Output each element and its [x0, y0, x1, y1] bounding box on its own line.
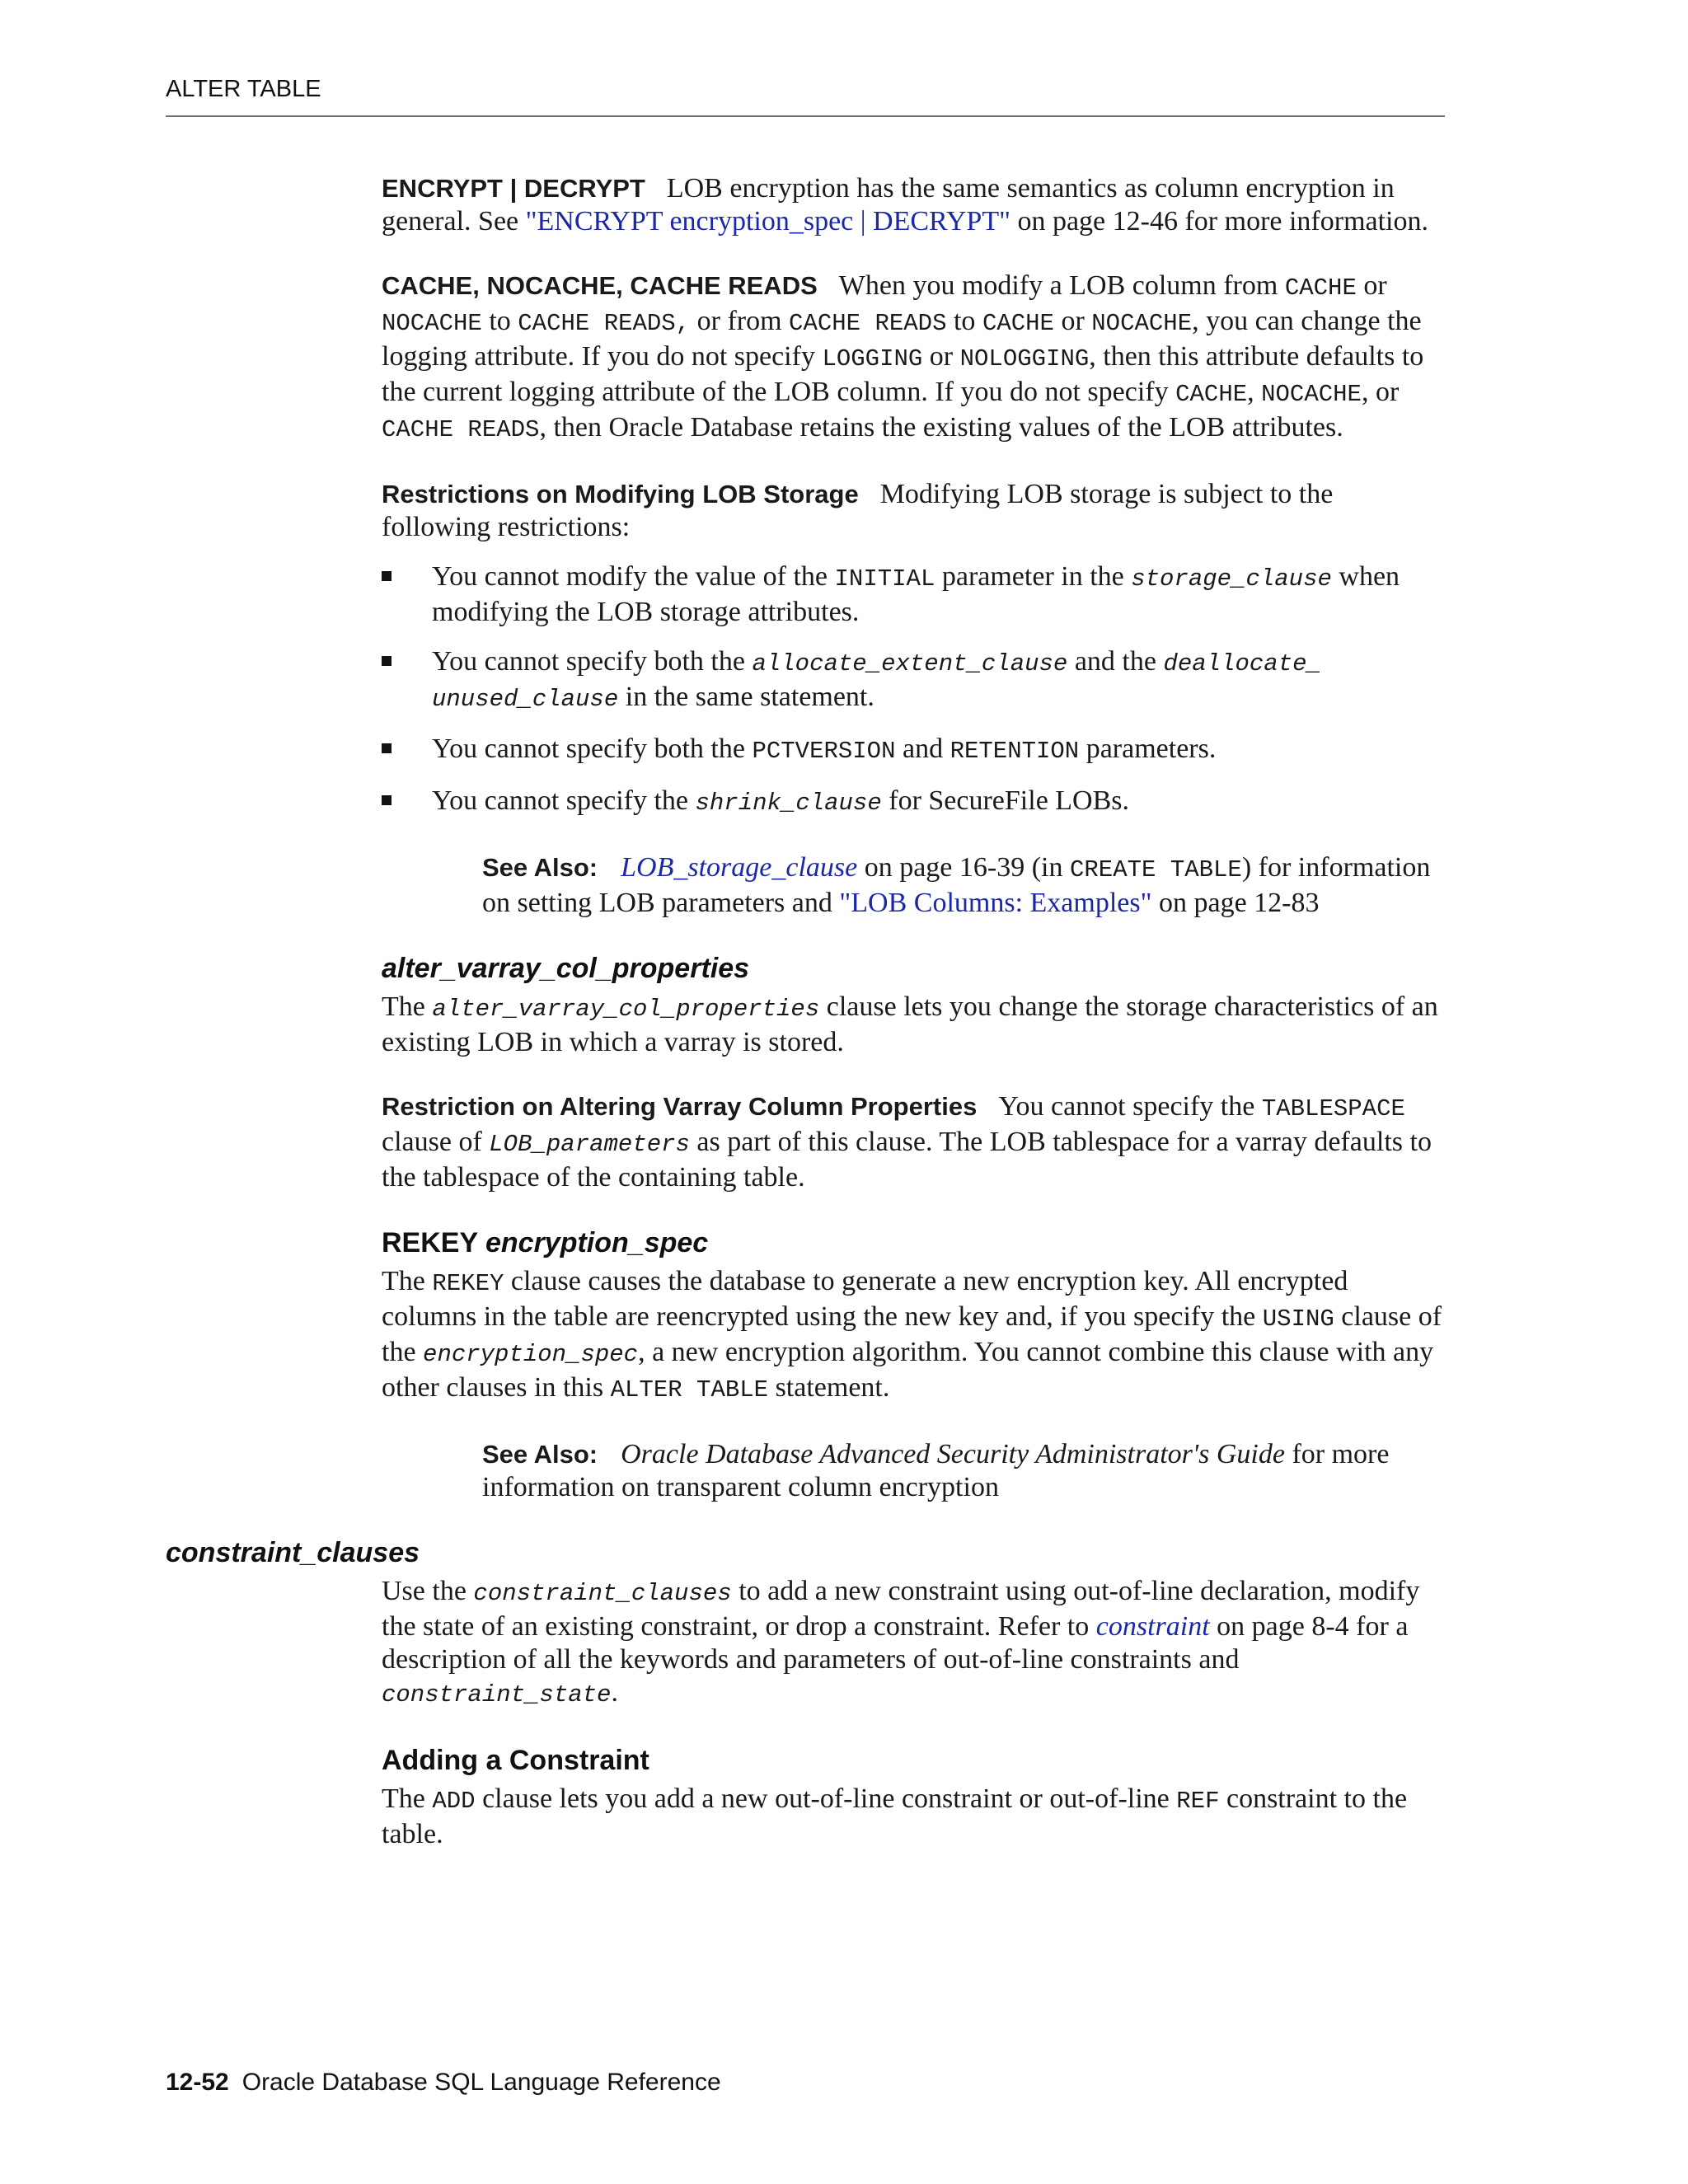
cache-paragraph: CACHE, NOCACHE, CACHE READS When you modify a LOB column from CACHE or NOCACHE to CACHE READS, or from CACHE READS to CACHE or NOCACHE, you can change the logging attribute. If you do not specify LOGGING or NOLOGGING, then this attribute defaults to the current logging attribute of the LOB column. If you do not specify CACHE, NOCACHE, or CACHE READS, then Oracle Database retains the existing values of the LOB attributes.	[382, 270, 1424, 443]
encrypt-term: ENCRYPT | DECRYPT	[382, 174, 645, 203]
restrictions-paragraph: Restrictions on Modifying LOB Storage Modifying LOB storage is subject to the following restrictions:	[382, 479, 1334, 542]
bullet-square	[382, 571, 392, 581]
bullet-square	[382, 795, 392, 805]
lob-storage-clause-link[interactable]: LOB_storage_clause	[621, 852, 858, 883]
varray-restriction-term: Restriction on Altering Varray Column Properties	[382, 1092, 978, 1121]
see-also-label: See Also:	[482, 1440, 598, 1469]
cache-term: CACHE, NOCACHE, CACHE READS	[382, 271, 818, 300]
adding-constraint-heading: Adding a Constraint	[382, 1745, 649, 1776]
constraint-paragraph: Use the constraint_clauses to add a new constraint using out-of-line declaration, modify the state of an existing constraint, or drop a constraint. Refer to constraint on page 8-4 for a description of all the keywords and parameters of out-of-line constraints and constraint_state.	[382, 1576, 1420, 1708]
constraint-clauses-heading: constraint_clauses	[166, 1537, 420, 1568]
bullet-square	[382, 656, 392, 666]
running-header: ALTER TABLE	[166, 76, 321, 102]
see-also-lob-storage: See Also: LOB_storage_clause on page 16-39 (in CREATE TABLE) for information on setting LOB parameters and "LOB Columns: Examples" on page 12-83	[482, 852, 1431, 918]
security-guide-title: Oracle Database Advanced Security Administrator's Guide	[621, 1439, 1285, 1469]
list-item: You cannot specify both the PCTVERSION and RETENTION parameters.	[382, 733, 1445, 768]
restrictions-term: Restrictions on Modifying LOB Storage	[382, 480, 859, 509]
adding-paragraph: The ADD clause lets you add a new out-of-line constraint or out-of-line REF constraint to the table.	[382, 1783, 1408, 1849]
rekey-paragraph: The REKEY clause causes the database to generate a new encryption key. All encrypted columns in the table are reencrypted using the new key and, if you specify the USING clause of the encryption_spec, a new encryption algorithm. You cannot combine this clause with any other clauses in this ALTER TABLE statement.	[382, 1266, 1442, 1404]
rekey-heading: REKEY encryption_spec	[382, 1227, 709, 1258]
varray-restriction-paragraph: Restriction on Altering Varray Column Properties You cannot specify the TABLESPACE clause of LOB_parameters as part of this clause. The LOB tablespace for a varray defaults to the tablespace of the containing table.	[382, 1091, 1432, 1193]
encrypt-paragraph: ENCRYPT | DECRYPT LOB encryption has the same semantics as column encryption in general. See "ENCRYPT encryption_spec | DECRYPT" on page 12-46 for more information.	[382, 173, 1428, 237]
constraint-link[interactable]: constraint	[1095, 1611, 1210, 1642]
page-number: 12-52	[166, 2069, 229, 2096]
restrictions-list	[382, 560, 1445, 820]
see-also-label: See Also:	[482, 853, 598, 882]
bullet-square	[382, 743, 392, 753]
varray-heading: alter_varray_col_properties	[382, 953, 750, 984]
lob-columns-examples-link[interactable]: "LOB Columns: Examples"	[839, 888, 1152, 918]
list-item: You cannot modify the value of the INITIAL parameter in the storage_clause when modifying the LOB storage attributes.	[382, 560, 1445, 629]
main-content	[166, 172, 1445, 1851]
encrypt-spec-link[interactable]: "ENCRYPT encryption_spec | DECRYPT"	[525, 206, 1010, 237]
page-footer	[166, 2069, 721, 2097]
see-also-security-guide: See Also: Oracle Database Advanced Security Administrator's Guide for more information on transparent column encryption	[482, 1439, 1390, 1502]
varray-paragraph: The alter_varray_col_properties clause lets you change the storage characteristics of an existing LOB in which a varray is stored.	[382, 991, 1438, 1057]
book-title: Oracle Database SQL Language Reference	[241, 2069, 721, 2096]
list-item: You cannot specify both the allocate_extent_clause and the deallocate_ unused_clause in the same statement.	[382, 645, 1445, 716]
header-rule	[166, 115, 1445, 117]
list-item: You cannot specify the shrink_clause for SecureFile LOBs.	[382, 785, 1445, 820]
